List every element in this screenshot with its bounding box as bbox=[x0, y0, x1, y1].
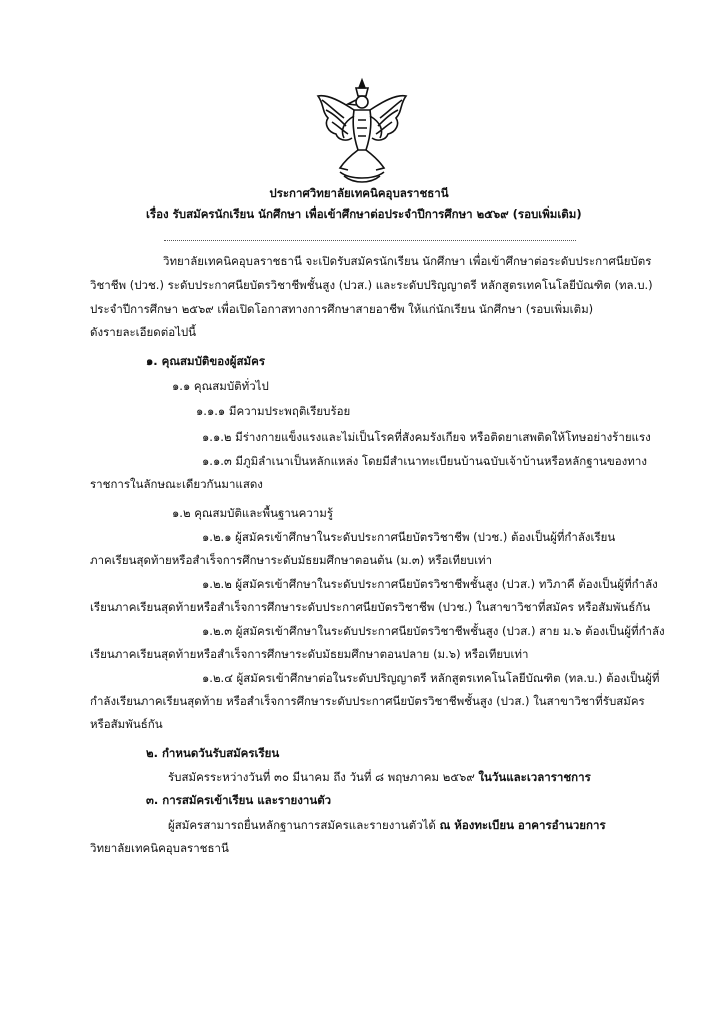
item-1-2-4-line-1: ๑.๒.๔ ผู้สมัครเข้าศึกษาต่อในระดับปริญญาตรี หลักสูตรเทคโนโลยีบัณฑิต (ทล.บ.) ต้องเป็นผู้ที่ bbox=[202, 671, 660, 685]
item-1-1-3-line-1: ๑.๑.๓ มีภูมิลำเนาเป็นหลักแหล่ง โดยมีสำเนาทะเบียนบ้านฉบับเจ้าบ้านหรือหลักฐานของทาง bbox=[202, 454, 647, 468]
intro-line-3: ประจำปีการศึกษา ๒๕๖๙ เพื่อเปิดโอกาสทางการศึกษาสายอาชีพ ให้แก่นักเรียน นักศึกษา (รอบเพิ่มเติม) bbox=[90, 302, 594, 316]
title-divider bbox=[164, 240, 576, 241]
item-1-2-2-line-1: ๑.๒.๒ ผู้สมัครเข้าศึกษาในระดับประกาศนียบัตรวิชาชีพชั้นสูง (ปวส.) ทวิภาคี ต้องเป็นผู้ที่กำลัง bbox=[202, 577, 658, 591]
section-1-1-heading: ๑.๑ คุณสมบัติทั่วไป bbox=[172, 379, 269, 393]
registration-location bbox=[168, 818, 606, 833]
registration-office-text: ณ ห้องทะเบียน อาคารอำนวยการ bbox=[439, 818, 606, 832]
section-3-heading: ๓. การสมัครเข้าเรียน และรายงานตัว bbox=[146, 793, 332, 807]
announcement-title: ประกาศวิทยาลัยเทคนิคอุบลราชธานี bbox=[269, 186, 449, 200]
college-name: วิทยาลัยเทคนิคอุบลราชธานี bbox=[90, 841, 229, 855]
item-1-2-2-line-2: เรียนภาคเรียนสุดท้ายหรือสำเร็จการศึกษาระดับประกาศนียบัตรวิชาชีพ (ปวช.) ในสาขาวิชาที่สมัคร หรือสัมพันธ์กัน bbox=[90, 600, 651, 614]
intro-line-2: วิชาชีพ (ปวช.) ระดับประกาศนียบัตรวิชาชีพชั้นสูง (ปวส.) และระดับปริญญาตรี หลักสูตรเทคโนโลยีบัณฑิต (ทล.บ.) bbox=[90, 278, 653, 292]
item-1-1-3-line-2: ราชการในลักษณะเดียวกันมาแสดง bbox=[90, 477, 263, 491]
application-period-text: รับสมัครระหว่างวันที่ ๓๐ มีนาคม ถึง วันที่ ๘ พฤษภาคม ๒๕๖๙ bbox=[168, 770, 475, 784]
item-1-2-3-line-1: ๑.๒.๓ ผู้สมัครเข้าศึกษาในระดับประกาศนียบัตรวิชาชีพชั้นสูง (ปวส.) สาย ม.๖ ต้องเป็นผู้ที่กำลัง bbox=[202, 624, 665, 638]
application-period bbox=[168, 770, 591, 785]
item-1-2-1-line-2: ภาคเรียนสุดท้ายหรือสำเร็จการศึกษาระดับมัธยมศึกษาตอนต้น (ม.๓) หรือเทียบเท่า bbox=[90, 553, 493, 567]
intro-line-4: ดังรายละเอียดต่อไปนี้ bbox=[90, 325, 197, 339]
section-1-2-heading: ๑.๒ คุณสมบัติและพื้นฐานความรู้ bbox=[172, 506, 334, 520]
registration-text: ผู้สมัครสามารถยื่นหลักฐานการสมัครและรายงานตัวได้ bbox=[168, 818, 436, 832]
office-hours-text: ในวันและเวลาราชการ bbox=[478, 770, 591, 784]
item-1-2-3-line-2: เรียนภาคเรียนสุดท้ายหรือสำเร็จการศึกษาระดับมัธยมศึกษาตอนปลาย (ม.๖) หรือเทียบเท่า bbox=[90, 647, 529, 661]
item-1-2-4-line-3: หรือสัมพันธ์กัน bbox=[90, 717, 163, 731]
item-1-2-4-line-2: กำลังเรียนภาคเรียนสุดท้าย หรือสำเร็จการศึกษาระดับประกาศนียบัตรวิชาชีพชั้นสูง (ปวส.) ในสาขาวิชาที่รับสมัคร bbox=[90, 694, 645, 708]
item-1-1-1: ๑.๑.๑ มีความประพฤติเรียบร้อย bbox=[196, 404, 351, 418]
item-1-2-1-line-1: ๑.๒.๑ ผู้สมัครเข้าศึกษาในระดับประกาศนียบัตรวิชาชีพ (ปวช.) ต้องเป็นผู้ที่กำลังเรียน bbox=[202, 530, 616, 544]
garuda-emblem-icon bbox=[314, 76, 410, 186]
intro-line-1: วิทยาลัยเทคนิคอุบลราชธานี จะเปิดรับสมัครนักเรียน นักศึกษา เพื่อเข้าศึกษาต่อระดับประกาศนียบัตร bbox=[163, 254, 652, 268]
item-1-1-2: ๑.๑.๒ มีร่างกายแข็งแรงและไม่เป็นโรคที่สังคมรังเกียจ หรือติดยาเสพติดให้โทษอย่างร้ายแรง bbox=[202, 430, 651, 444]
section-2-heading: ๒. กำหนดวันรับสมัครเรียน bbox=[146, 746, 280, 760]
section-1-heading: ๑. คุณสมบัติของผู้สมัคร bbox=[146, 354, 265, 368]
announcement-subject: เรื่อง รับสมัครนักเรียน นักศึกษา เพื่อเข้าศึกษาต่อประจำปีการศึกษา ๒๕๖๙ (รอบเพิ่มเติม) bbox=[146, 207, 582, 221]
